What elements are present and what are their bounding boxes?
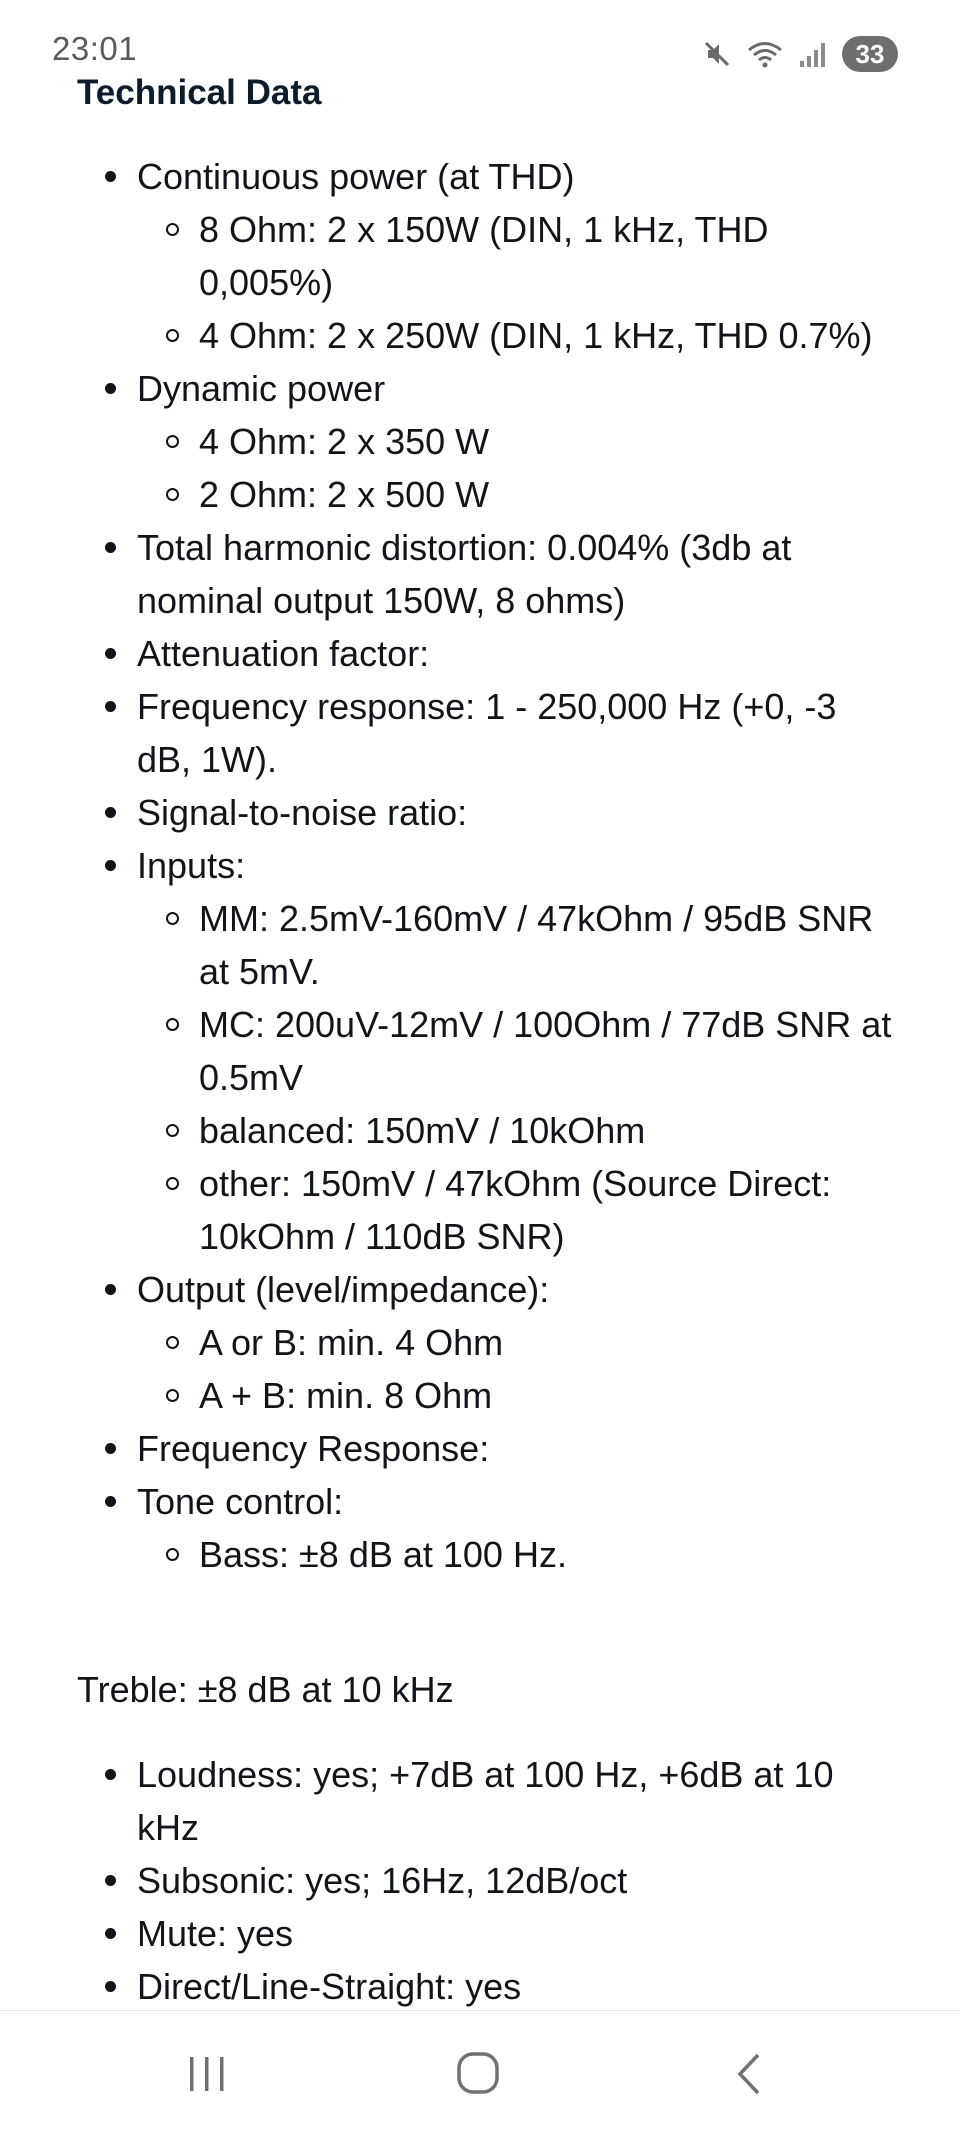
bullet-icon [105, 383, 116, 394]
circle-bullet-icon [166, 912, 179, 925]
spec-subitem [137, 415, 900, 468]
spec-subitem-text: A or B: min. 4 Ohm [199, 1322, 504, 1363]
bullet-icon [105, 701, 116, 712]
spec-subitem [137, 1369, 900, 1422]
wifi-icon [746, 39, 784, 69]
spec-item [0, 627, 960, 680]
bullet-icon [105, 1981, 116, 1992]
bullet-icon [105, 648, 116, 659]
spec-item [0, 1854, 960, 1907]
bullet-icon [105, 1443, 116, 1454]
circle-bullet-icon [166, 488, 179, 501]
spec-subitem-text: MC: 200uV-12mV / 100Ohm / 77dB SNR at 0.5mV [199, 1004, 892, 1098]
spec-subitem [137, 1157, 900, 1263]
circle-bullet-icon [166, 1177, 179, 1190]
circle-bullet-icon [166, 435, 179, 448]
spec-subitem [137, 203, 900, 309]
circle-bullet-icon [166, 1336, 179, 1349]
spec-subitem-text: 4 Ohm: 2 x 250W (DIN, 1 kHz, THD 0.7%) [199, 315, 873, 356]
spec-item [0, 150, 960, 362]
spec-item-text: Subsonic: yes; 16Hz, 12dB/oct [137, 1860, 628, 1901]
spec-list [0, 150, 960, 1581]
spec-sublist [137, 415, 900, 521]
spec-item [0, 1907, 960, 1960]
spec-subitem-text: MM: 2.5mV-160mV / 47kOhm / 95dB SNR at 5mV. [199, 898, 874, 992]
circle-bullet-icon [166, 1018, 179, 1031]
spec-item [0, 786, 960, 839]
content-area[interactable] [0, 70, 960, 2010]
bullet-icon [105, 1284, 116, 1295]
treble-paragraph: Treble: ±8 dB at 10 kHz [77, 1669, 454, 1710]
spec-item-text: Continuous power (at THD) [137, 156, 575, 197]
circle-bullet-icon [166, 223, 179, 236]
spec-item [0, 521, 960, 627]
spec-subitem-text: A + B: min. 8 Ohm [199, 1375, 493, 1416]
spec-item [0, 1422, 960, 1475]
spec-sublist [137, 203, 900, 362]
bullet-icon [105, 1496, 116, 1507]
spec-list-continued [0, 1748, 960, 2010]
spec-sublist [137, 892, 900, 1263]
circle-bullet-icon [166, 1124, 179, 1137]
spec-subitem-text: 2 Ohm: 2 x 500 W [199, 474, 490, 515]
spec-item [0, 839, 960, 1263]
back-button[interactable] [718, 2049, 778, 2099]
bullet-icon [105, 1875, 116, 1886]
page-title: Technical Data [77, 73, 322, 112]
spec-item-text: Total harmonic distortion: 0.004% (3db at nominal output 150W, 8 ohms) [137, 527, 792, 621]
spec-item [0, 1263, 960, 1422]
spec-item [0, 1748, 960, 1854]
spec-item [0, 1475, 960, 1581]
spec-subitem [137, 998, 900, 1104]
spec-subitem [137, 468, 900, 521]
spec-item [0, 362, 960, 521]
circle-bullet-icon [166, 329, 179, 342]
signal-icon [798, 39, 828, 69]
spec-item-text: Loudness: yes; +7dB at 100 Hz, +6dB at 10 kHz [137, 1754, 834, 1848]
spec-item-text: Output (level/impedance): [137, 1269, 550, 1310]
back-icon [718, 2049, 778, 2099]
spec-sublist [137, 1316, 900, 1422]
bullet-icon [105, 1769, 116, 1780]
spec-item-text: Mute: yes [137, 1913, 294, 1954]
bullet-icon [105, 807, 116, 818]
spec-subitem [137, 892, 900, 998]
bullet-icon [105, 860, 116, 871]
spec-subitem [137, 1316, 900, 1369]
home-button[interactable] [448, 2049, 508, 2099]
status-icons [702, 36, 898, 72]
circle-bullet-icon [166, 1548, 179, 1561]
spec-item-text: Signal-to-noise ratio: [137, 792, 468, 833]
spec-item [0, 1960, 960, 2010]
spec-item [0, 680, 960, 786]
spec-item-text: Attenuation factor: [137, 633, 430, 674]
recents-button[interactable] [178, 2049, 238, 2099]
spec-subitem [137, 1104, 900, 1157]
battery-icon: 33 [842, 36, 898, 72]
spec-subitem-text: Bass: ±8 dB at 100 Hz. [199, 1534, 567, 1575]
spec-item-text: Frequency Response: [137, 1428, 490, 1469]
spec-subitem-text: 4 Ohm: 2 x 350 W [199, 421, 490, 462]
spec-item-text: Direct/Line-Straight: yes [137, 1966, 522, 2007]
spec-item-text: Inputs: [137, 845, 246, 886]
bullet-icon [105, 542, 116, 553]
navigation-bar [0, 2011, 960, 2133]
spec-subitem-text: other: 150mV / 47kOhm (Source Direct: 10kOhm / 110dB SNR) [199, 1163, 832, 1257]
spec-sublist [137, 1528, 900, 1581]
spec-subitem [137, 309, 900, 362]
mute-icon [702, 39, 732, 69]
spec-subitem-text: balanced: 150mV / 10kOhm [199, 1110, 646, 1151]
home-icon [448, 2049, 508, 2099]
recents-icon [178, 2049, 238, 2099]
spec-item-text: Frequency response: 1 - 250,000 Hz (+0, -3 dB, 1W). [137, 686, 837, 780]
bullet-icon [105, 1928, 116, 1939]
status-time: 23:01 [52, 30, 138, 67]
spec-item-text: Dynamic power [137, 368, 386, 409]
status-bar [0, 0, 960, 80]
spec-item-text: Tone control: [137, 1481, 344, 1522]
bullet-icon [105, 171, 116, 182]
circle-bullet-icon [166, 1389, 179, 1402]
spec-subitem [137, 1528, 900, 1581]
spec-subitem-text: 8 Ohm: 2 x 150W (DIN, 1 kHz, THD 0,005%) [199, 209, 769, 303]
